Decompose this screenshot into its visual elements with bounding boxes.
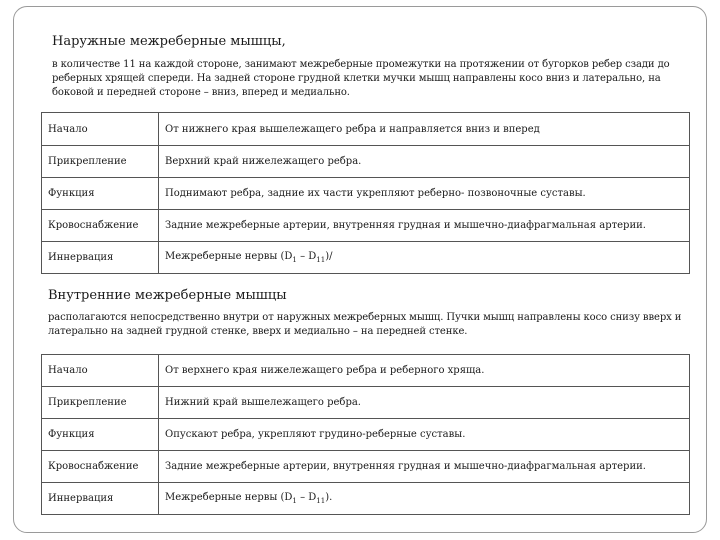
row-value-innervation: Межреберные нервы $(D_1 - D_{11})$. (159, 483, 690, 515)
internal-muscles-description (48, 311, 688, 339)
table-row (42, 242, 690, 274)
external-muscles-table (41, 112, 690, 274)
row-value-origin: От нижнего края вышележащего ребра и направляется вниз и вперед (159, 113, 690, 146)
desc-line: латерально на задней грудной стенке, вверх и медиально – на передней стенке. (48, 326, 468, 337)
row-label-function: Функция (42, 419, 159, 451)
row-label-insertion: Прикрепление (42, 146, 159, 178)
row-label-origin: Начало (42, 355, 159, 387)
table-row (42, 113, 690, 146)
external-muscles-description (52, 58, 682, 100)
row-value-function: Опускают ребра, укрепляют грудино-реберные суставы. (159, 419, 690, 451)
table-row (42, 355, 690, 387)
row-value-blood-supply: Задние межреберные артерии, внутренняя грудная и мышечно-диафрагмальная артерии. (159, 210, 690, 242)
table-row (42, 419, 690, 451)
desc-line: в количестве 11 на каждой стороне, занимают межреберные промежутки на протяжении от бугорков ребер сзади до (52, 59, 670, 70)
external-muscles-title: Наружные межреберные мышцы, (52, 34, 286, 49)
desc-line: располагаются непосредственно внутри от наружных межреберных мышц. Пучки мышц направлены косо снизу вверх и (48, 312, 682, 323)
internal-muscles-title: Внутренние межреберные мышцы (48, 288, 287, 303)
row-value-insertion: Верхний край нижележащего ребра. (159, 146, 690, 178)
row-value-innervation: Межреберные нервы $(D_1 - D_{11})/$ (159, 242, 690, 274)
table-row (42, 483, 690, 515)
row-label-blood-supply: Кровоснабжение (42, 451, 159, 483)
table-row (42, 146, 690, 178)
row-value-blood-supply: Задние межреберные артерии, внутренняя грудная и мышечно-диафрагмальная артерии. (159, 451, 690, 483)
row-label-blood-supply: Кровоснабжение (42, 210, 159, 242)
row-value-origin: От верхнего края нижележащего ребра и реберного хряща. (159, 355, 690, 387)
internal-muscles-table (41, 354, 690, 515)
desc-line: боковой и передней стороне – вниз, вперед и медиально. (52, 87, 350, 98)
table-row (42, 210, 690, 242)
table-row (42, 387, 690, 419)
row-value-function: Поднимают ребра, задние их части укрепляют реберно- позвоночные суставы. (159, 178, 690, 210)
row-value-insertion: Нижний край вышележащего ребра. (159, 387, 690, 419)
row-label-function: Функция (42, 178, 159, 210)
table-row (42, 178, 690, 210)
row-label-insertion: Прикрепление (42, 387, 159, 419)
row-label-origin: Начало (42, 113, 159, 146)
row-label-innervation: Иннервация (42, 242, 159, 274)
table-row (42, 451, 690, 483)
row-label-innervation: Иннервация (42, 483, 159, 515)
desc-line: реберных хрящей спереди. На задней стороне грудной клетки мучки мышц направлены косо вниз и латерально, на (52, 73, 661, 84)
